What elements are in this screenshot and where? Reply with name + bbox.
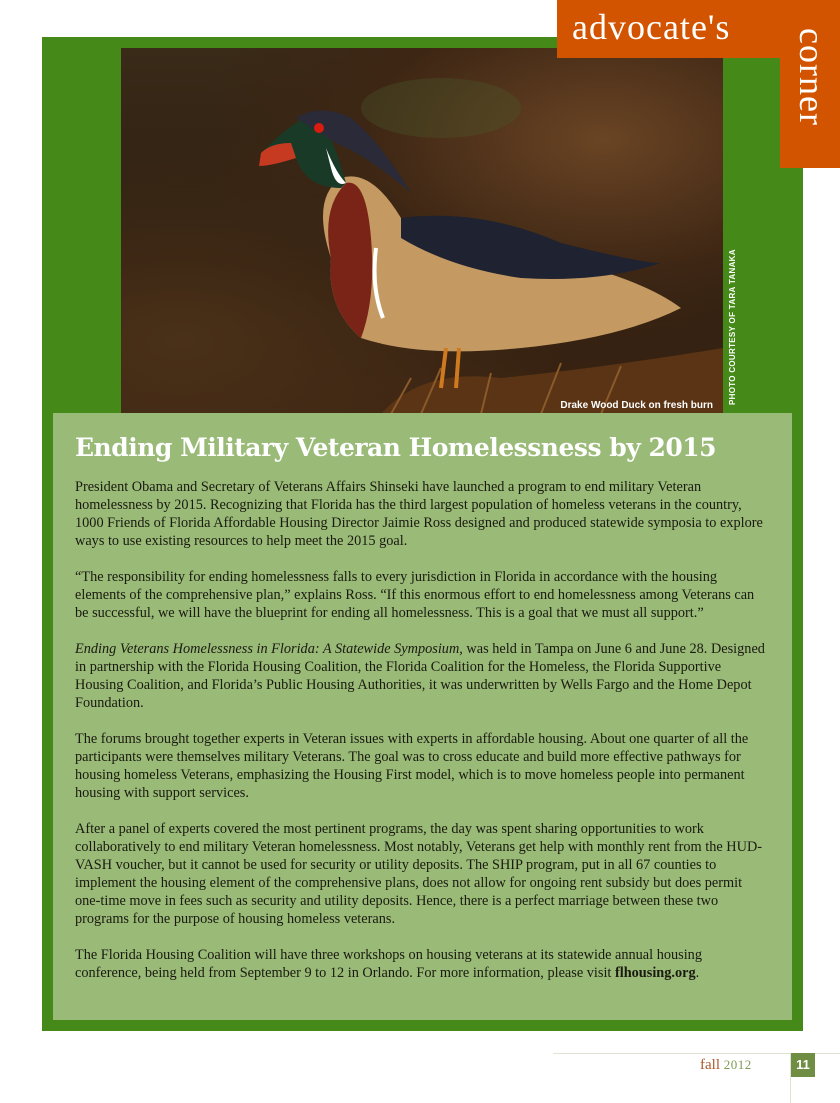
article-paragraph bbox=[75, 640, 770, 712]
photo-caption: Drake Wood Duck on fresh burn bbox=[560, 400, 713, 411]
photo-credit: PHOTO COURTESY OF TARA TANAKA bbox=[728, 249, 737, 405]
closing-text: The Florida Housing Coalition will have three workshops on housing veterans at its statewide annual housing conference, being held from September 9 to 12 in Orlando. For more information, please visit bbox=[75, 947, 702, 981]
section-title-corner: corner bbox=[792, 28, 832, 126]
duck-illustration bbox=[121, 48, 723, 414]
article-paragraph bbox=[75, 946, 770, 982]
article-paragraph: “The responsibility for ending homelessness falls to every jurisdiction in Florida in accordance with the housing elements of the comprehensive plan,” explains Ross. “If this enormous effort to end homelessness among Veterans can be successful, we will have the blueprint for ending all homelessness. This is a goal that we must all support.” bbox=[75, 569, 755, 621]
issue-season: fall bbox=[700, 1057, 720, 1073]
flhousing-link[interactable]: flhousing.org bbox=[614, 965, 696, 981]
issue-label bbox=[700, 1057, 752, 1074]
symposium-title: Ending Veterans Homelessness in Florida: A Statewide Symposium, bbox=[75, 641, 463, 657]
article-paragraph: After a panel of experts covered the most pertinent programs, the day was spent sharing opportunities to work collaboratively to end military Veteran homelessness. Most notably, Veterans get help with monthly rent from the HUD-VASH voucher, but it cannot be used for security or utility deposits. The SHIP program, put in all 67 counties to implement the housing element of the comprehensive plans, does not allow for ongoing rent subsidy but does permit one-time move in fees such as security and utility deposits. Hence, there is a perfect marriage between these two programs for the purpose of housing homeless veterans. bbox=[75, 821, 763, 927]
wood-duck-photo bbox=[121, 48, 723, 414]
article-paragraph: President Obama and Secretary of Veterans Affairs Shinseki have launched a program to end military Veteran homelessness by 2015. Recognizing that Florida has the third largest population of homeless veterans in the country, 1000 Friends of Florida Affordable Housing Director Jaimie Ross designed and produced statewide symposia to explore ways to use existing resources to help meet the 2015 goal. bbox=[75, 479, 763, 549]
closing-period: . bbox=[695, 965, 700, 981]
page-number: 11 bbox=[791, 1053, 815, 1077]
article-title: Ending Military Veteran Homelessness by 2015 bbox=[75, 433, 717, 462]
symposium-text: was held in Tampa on June 6 and June 28. Designed in partnership with the Florida Housing Coalition, the Florida Coalition for the Homeless, the Florida Supportive Housing Coalition, and Florida’s Public Housing Authorities, it was underwritten by Wells Fargo and the Home Depot Foundation. bbox=[75, 641, 765, 711]
issue-year: 2012 bbox=[723, 1057, 752, 1072]
article-paragraph: The forums brought together experts in Veteran issues with experts in affordable housing. About one quarter of all the participants were themselves military Veterans. The goal was to cross educate and build more effective pathways for housing homeless Veterans, emphasizing the Housing First model, which is to move homeless people into permanent housing with support services. bbox=[75, 731, 749, 801]
article-box bbox=[53, 413, 792, 1020]
section-title-advocates: advocate's bbox=[572, 7, 731, 47]
